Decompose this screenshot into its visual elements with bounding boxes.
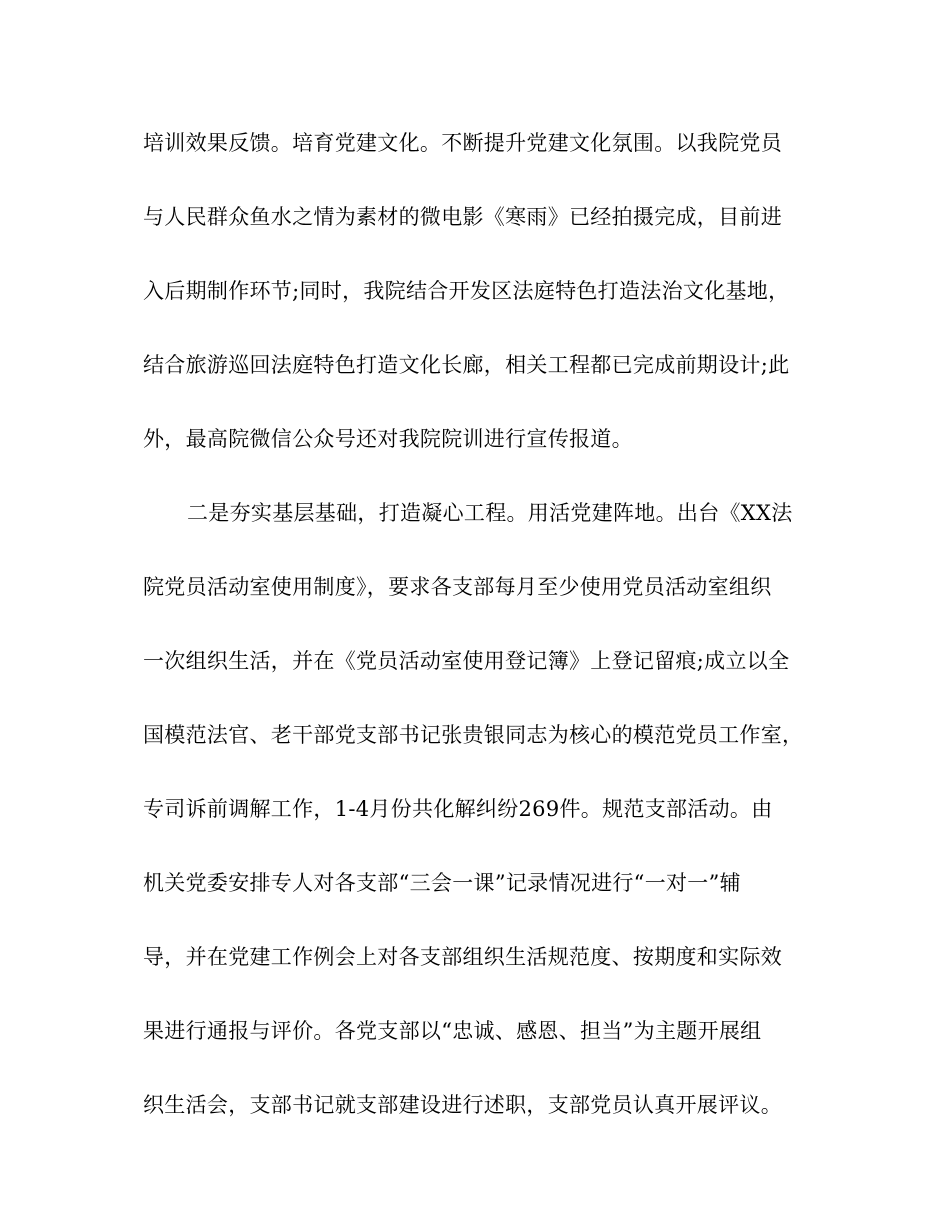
paragraph-line: 机关党委安排专人对各支部“三会一课”记录情况进行“一对一”辅: [143, 871, 741, 895]
paragraph-line: 入后期制作环节;同时，我院结合开发区法庭特色打造法治文化基地，: [143, 279, 790, 303]
paragraph-line: 与人民群众鱼水之情为素材的微电影《寒雨》已经拍摄完成，目前进: [143, 205, 782, 229]
paragraph-line: 织生活会，支部书记就支部建设进行述职，支部党员认真开展评议。: [143, 1093, 782, 1117]
paragraph-line: 结合旅游巡回法庭特色打造文化长廊，相关工程都已完成前期设计;此: [143, 353, 790, 377]
paragraph-line: 果进行通报与评价。各党支部以“忠诚、感恩、担当”为主题开展组: [143, 1019, 762, 1043]
paragraph-line: 专司诉前调解工作，1-4月份共化解纠纷269件。规范支部活动。由: [143, 797, 773, 821]
paragraph-line: 国模范法官、老干部党支部书记张贵银同志为核心的模范党员工作室，: [143, 723, 804, 747]
paragraph-line: 培训效果反馈。培育党建文化。不断提升党建文化氛围。以我院党员: [143, 131, 782, 155]
paragraph-line: 二是夯实基层基础，打造凝心工程。用活党建阵地。出台《XX法: [187, 501, 793, 525]
paragraph-line: 一次组织生活，并在《党员活动室使用登记簿》上登记留痕;成立以全: [143, 649, 790, 673]
paragraph-line: 外，最高院微信公众号还对我院院训进行宣传报道。: [143, 427, 633, 451]
paragraph-line: 导，并在党建工作例会上对各支部组织生活规范度、按期度和实际效: [143, 945, 782, 969]
paragraph-line: 院党员活动室使用制度》，要求各支部每月至少使用党员活动室组织: [143, 575, 772, 599]
